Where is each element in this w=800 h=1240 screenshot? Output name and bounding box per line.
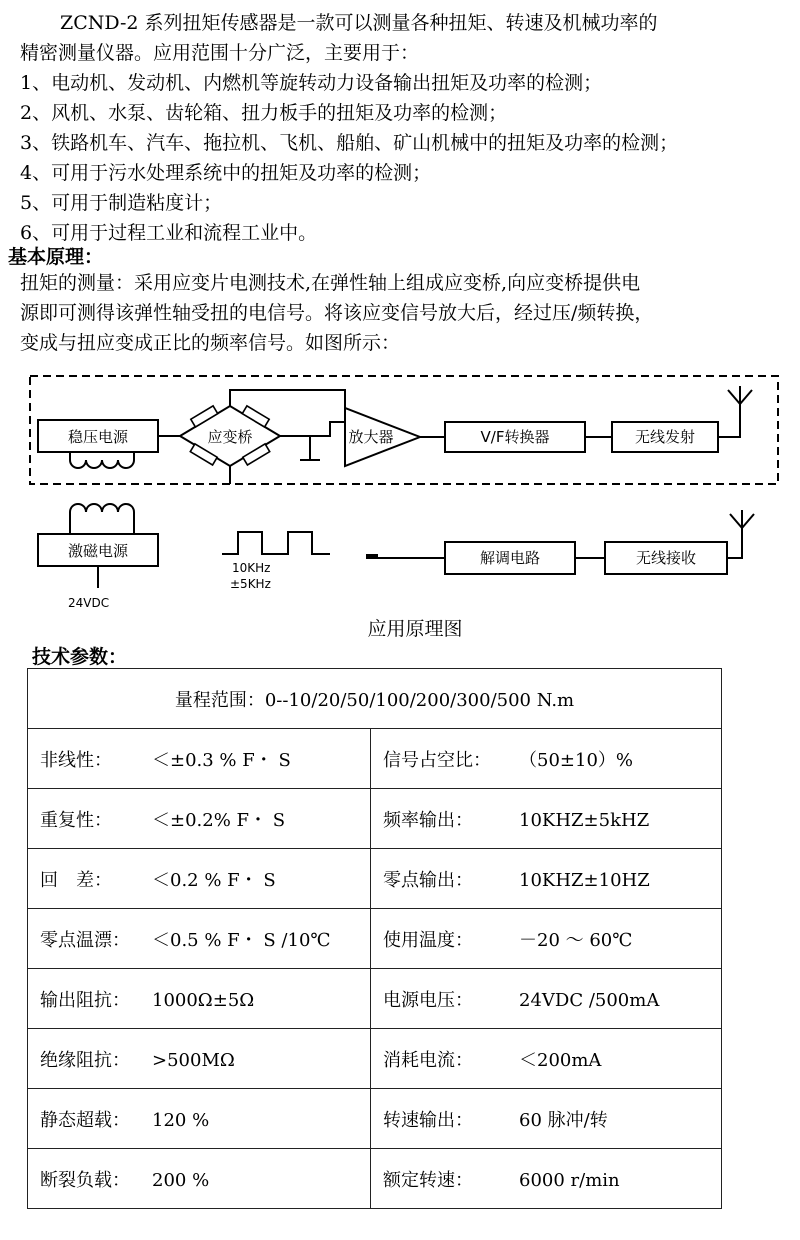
principle-line-1: 扭矩的测量：采用应变片电测技术,在弹性轴上组成应变桥,向应变桥提供电 — [20, 272, 641, 294]
diagram-caption: 应用原理图 — [367, 618, 463, 640]
use-item-2: 2、风机、水泵、齿轮箱、扭力板手的扭矩及功率的检测； — [20, 102, 508, 124]
principle-heading: 基本原理： — [8, 246, 104, 268]
param-label: 静态超载： — [40, 1109, 130, 1131]
power-supply-label: 稳压电源 — [67, 428, 129, 446]
param-label: 频率输出： — [383, 809, 473, 831]
param-label: 断裂负载： — [40, 1169, 130, 1191]
param-label: 输出阻抗： — [40, 989, 130, 1011]
param-label: 重复性： — [40, 809, 112, 831]
amplifier-label: 放大器 — [348, 428, 394, 446]
bridge-label: 应变桥 — [207, 428, 253, 446]
param-value: 1000Ω±5Ω — [152, 989, 255, 1011]
use-item-1: 1、电动机、发动机、内燃机等旋转动力设备输出扭矩及功率的检测； — [20, 72, 603, 94]
param-label: 使用温度： — [383, 929, 473, 951]
param-value: ＜200mA — [519, 1049, 602, 1071]
param-value: ＜±0.2% F・ S — [152, 809, 286, 831]
vdc-label: 24VDC — [68, 596, 110, 610]
param-label: 零点输出： — [383, 869, 473, 891]
table-row — [28, 1149, 722, 1209]
param-value: 120 % — [152, 1109, 210, 1131]
table-row — [28, 789, 722, 849]
param-value: 24VDC /500mA — [519, 989, 660, 1011]
param-label: 绝缘阻抗： — [40, 1049, 130, 1071]
principle-line-2: 源即可测得该弹性轴受扭的电信号。将该应变信号放大后，经过压/频转换， — [20, 302, 654, 324]
param-value: ＜0.5 % F・ S /10℃ — [152, 929, 331, 951]
table-row — [28, 729, 722, 789]
use-item-4: 4、可用于污水处理系统中的扭矩及功率的检测； — [20, 162, 432, 184]
param-label: 回 差： — [40, 869, 112, 891]
table-row — [28, 1029, 722, 1089]
table-row — [28, 909, 722, 969]
param-label: 转速输出： — [383, 1109, 473, 1131]
param-value: 200 % — [152, 1169, 210, 1191]
use-item-6: 6、可用于过程工业和流程工业中。 — [20, 222, 318, 244]
range-cell: 量程范围：0--10/20/50/100/200/300/500 N.m — [28, 669, 722, 729]
param-label: 电源电压： — [383, 989, 473, 1011]
table-row — [28, 969, 722, 1029]
vf-converter-label: V/F转换器 — [480, 428, 550, 446]
param-label: 信号占空比： — [383, 749, 491, 771]
wireless-rx-label: 无线接收 — [635, 549, 697, 567]
param-value: ＜0.2 % F・ S — [152, 869, 276, 891]
param-value: 10KHZ±5kHZ — [519, 809, 650, 831]
param-label: 非线性： — [40, 749, 112, 771]
params-heading: 技术参数： — [32, 646, 128, 668]
use-item-5: 5、可用于制造粘度计； — [20, 192, 223, 214]
param-value: ＜±0.3 % F・ S — [152, 749, 291, 771]
frequency-waveform — [222, 532, 330, 554]
use-item-3: 3、铁路机车、汽车、拖拉机、飞机、船舶、矿山机械中的扭矩及功率的检测； — [20, 132, 679, 154]
param-label: 零点温漂： — [40, 929, 130, 951]
demodulator-label: 解调电路 — [479, 549, 541, 567]
param-value: 6000 r/min — [519, 1169, 620, 1191]
principle-line-3: 变成与扭应变成正比的频率信号。如图所示： — [20, 332, 401, 354]
freq-label-1: 10KHz — [232, 561, 271, 575]
param-value: 60 脉冲/转 — [519, 1109, 608, 1131]
param-value: 10KHZ±10HZ — [519, 869, 650, 891]
table-row — [28, 669, 722, 729]
intro-line-2: 精密测量仪器。应用范围十分广泛，主要用于： — [20, 42, 420, 64]
freq-label-2: ±5KHz — [230, 577, 271, 591]
wireless-tx-label: 无线发射 — [634, 428, 696, 446]
excitation-power-label: 激磁电源 — [67, 542, 129, 560]
intro-line-1: ZCND-2 系列扭矩传感器是一款可以测量各种扭矩、转速及机械功率的 — [60, 12, 658, 34]
param-value: >500MΩ — [152, 1049, 235, 1071]
coil-upper — [70, 452, 134, 468]
coil-lower — [70, 504, 134, 534]
param-value: （50±10）% — [519, 749, 633, 771]
param-label: 额定转速： — [383, 1169, 473, 1191]
table-row — [28, 1089, 722, 1149]
table-row — [28, 849, 722, 909]
param-label: 消耗电流： — [383, 1049, 473, 1071]
param-value: －20 ～ 60℃ — [519, 929, 633, 951]
parameters-table — [27, 668, 722, 1209]
principle-diagram — [0, 362, 800, 622]
